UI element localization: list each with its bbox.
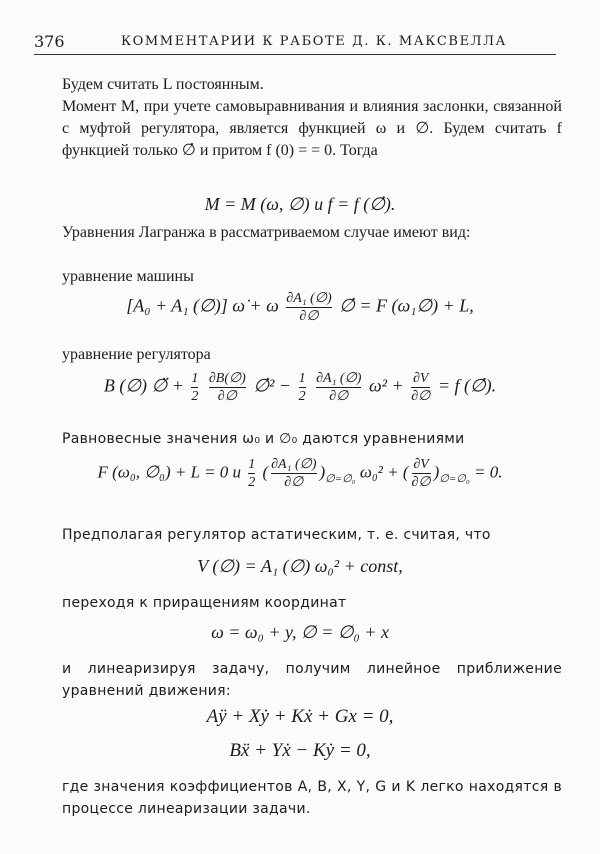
equation-6: ω = ω₀ + y, ∅ = ∅₀ + x <box>211 622 389 642</box>
eq2-left: [A₀ + A₁ (∅)] ω̇ + ω <box>126 295 279 316</box>
paragraph-9: и линеаризируя задачу, получим линейное приближение уравнений движения: <box>62 661 562 699</box>
equation-1: M = M (ω, ∅) и f = f (∅̇). <box>204 194 396 214</box>
running-title: КОММЕНТАРИИ К РАБОТЕ Д. К. МАКСВЕЛЛА <box>120 34 508 49</box>
eq3-frac-1 <box>191 370 198 405</box>
equation-3 <box>0 370 600 405</box>
eq3-frac-4-den: ∂∅ <box>316 387 361 405</box>
eq3-frac-4 <box>316 370 361 405</box>
header-rule <box>34 54 556 55</box>
paragraph-6: Равновесные значения ω₀ и ∅₀ даются уравнениями <box>62 431 465 447</box>
paragraph-4: уравнение машины <box>62 268 194 285</box>
eq3-frac-1-num: 1 <box>191 371 199 386</box>
eq4-frac-3 <box>412 456 431 491</box>
equation-8: Bẍ + Yẋ − Kẏ = 0, <box>229 740 371 761</box>
paragraph-2: Момент M, при учете самовыравнивания и влияния заслонки, связанной с муфтой регулятора, является функцией ω и ∅. Будем считать f функцией только ∅̇ и притом f (0) = = 0. Тогда <box>62 98 562 159</box>
eq3-frac-2-num: ∂B(∅) <box>208 371 246 386</box>
eq3-frac-3-den: 2 <box>298 389 306 404</box>
paragraph-1: Будем считать L постоянным. <box>62 76 264 93</box>
page-header <box>34 32 554 52</box>
eq4-frac-1 <box>248 456 255 491</box>
equation-5: V (∅) = A₁ (∅) ω₀² + const, <box>197 556 403 576</box>
eq4-frac-1-den: 2 <box>248 475 256 490</box>
eq3-frac-2 <box>209 370 246 405</box>
equation-2 <box>0 290 600 325</box>
eq3-c: ω² + <box>368 375 404 396</box>
eq4-subscript-2: ∅=∅₀ <box>439 472 470 485</box>
equation-4: F (ω₀, ∅₀) + L = 0 и $\frac{1}{2}$ ( $\frac{\text{∂A₁ (∅)}}{\partial\emptyset}$ )$_{\emptyset=\emptyset_0}$ ω₀² + ( $\frac{\partial V}{\partial\emptyset}$ )$_{\emptyset=\emptyset_0} = 0$. <box>97 457 503 490</box>
eq4-subscript-1: ∅=∅₀ <box>325 472 356 485</box>
eq3-frac-5-num: ∂V <box>413 371 429 386</box>
eq4-b: ω₀² + <box>359 462 399 482</box>
eq4-frac-2 <box>271 456 316 491</box>
eq4-a: F (ω₀, ∅₀) + L = 0 и <box>97 462 241 482</box>
eq2-num: ∂A₁ (∅) <box>286 291 332 306</box>
eq3-frac-3 <box>299 370 306 405</box>
eq4-frac-2-den: ∂∅ <box>271 473 316 491</box>
paragraph-5: уравнение регулятора <box>62 346 211 363</box>
eq3-frac-4-num: ∂A₁ (∅) <box>316 371 362 386</box>
eq3-d: = f (∅̇). <box>437 375 497 396</box>
eq4-frac-3-den: ∂∅ <box>411 475 431 490</box>
eq4-c: = 0. <box>473 462 503 482</box>
eq3-a: B (∅) ∅̈ + <box>103 375 184 396</box>
page-number: 376 <box>34 32 65 51</box>
eq3-frac-3-num: 1 <box>298 371 306 386</box>
eq2-right: ∅̇ = F (ω₁∅) + L, <box>339 295 474 316</box>
paragraph-7: Предполагая регулятор астатическим, т. е. считая, что <box>62 527 491 543</box>
paragraph-3: Уравнения Лагранжа в рассматриваемом случае имеют вид: <box>62 224 471 241</box>
eq4-frac-1-num: 1 <box>248 457 256 472</box>
eq2-den: ∂∅ <box>286 307 331 325</box>
eq3-frac-1-den: 2 <box>191 389 199 404</box>
eq3-frac-5-den: ∂∅ <box>411 389 431 404</box>
paragraph-8: переходя к приращениям координат <box>62 595 347 611</box>
eq2-fraction <box>286 290 331 325</box>
eq3-frac-2-den: ∂∅ <box>209 387 246 405</box>
eq3-frac-5 <box>411 370 430 405</box>
equation-7: Aÿ + Xẏ + Kẋ + Gx = 0, <box>206 706 394 727</box>
eq4-frac-2-num: ∂A₁ (∅) <box>271 457 317 472</box>
paragraph-10: где значения коэффициентов A, B, X, Y, G и K легко находятся в процессе линеаризации задачи. <box>62 779 562 817</box>
eq4-frac-3-num: ∂V <box>413 457 429 472</box>
eq3-b: ∅̇² − <box>253 375 292 396</box>
